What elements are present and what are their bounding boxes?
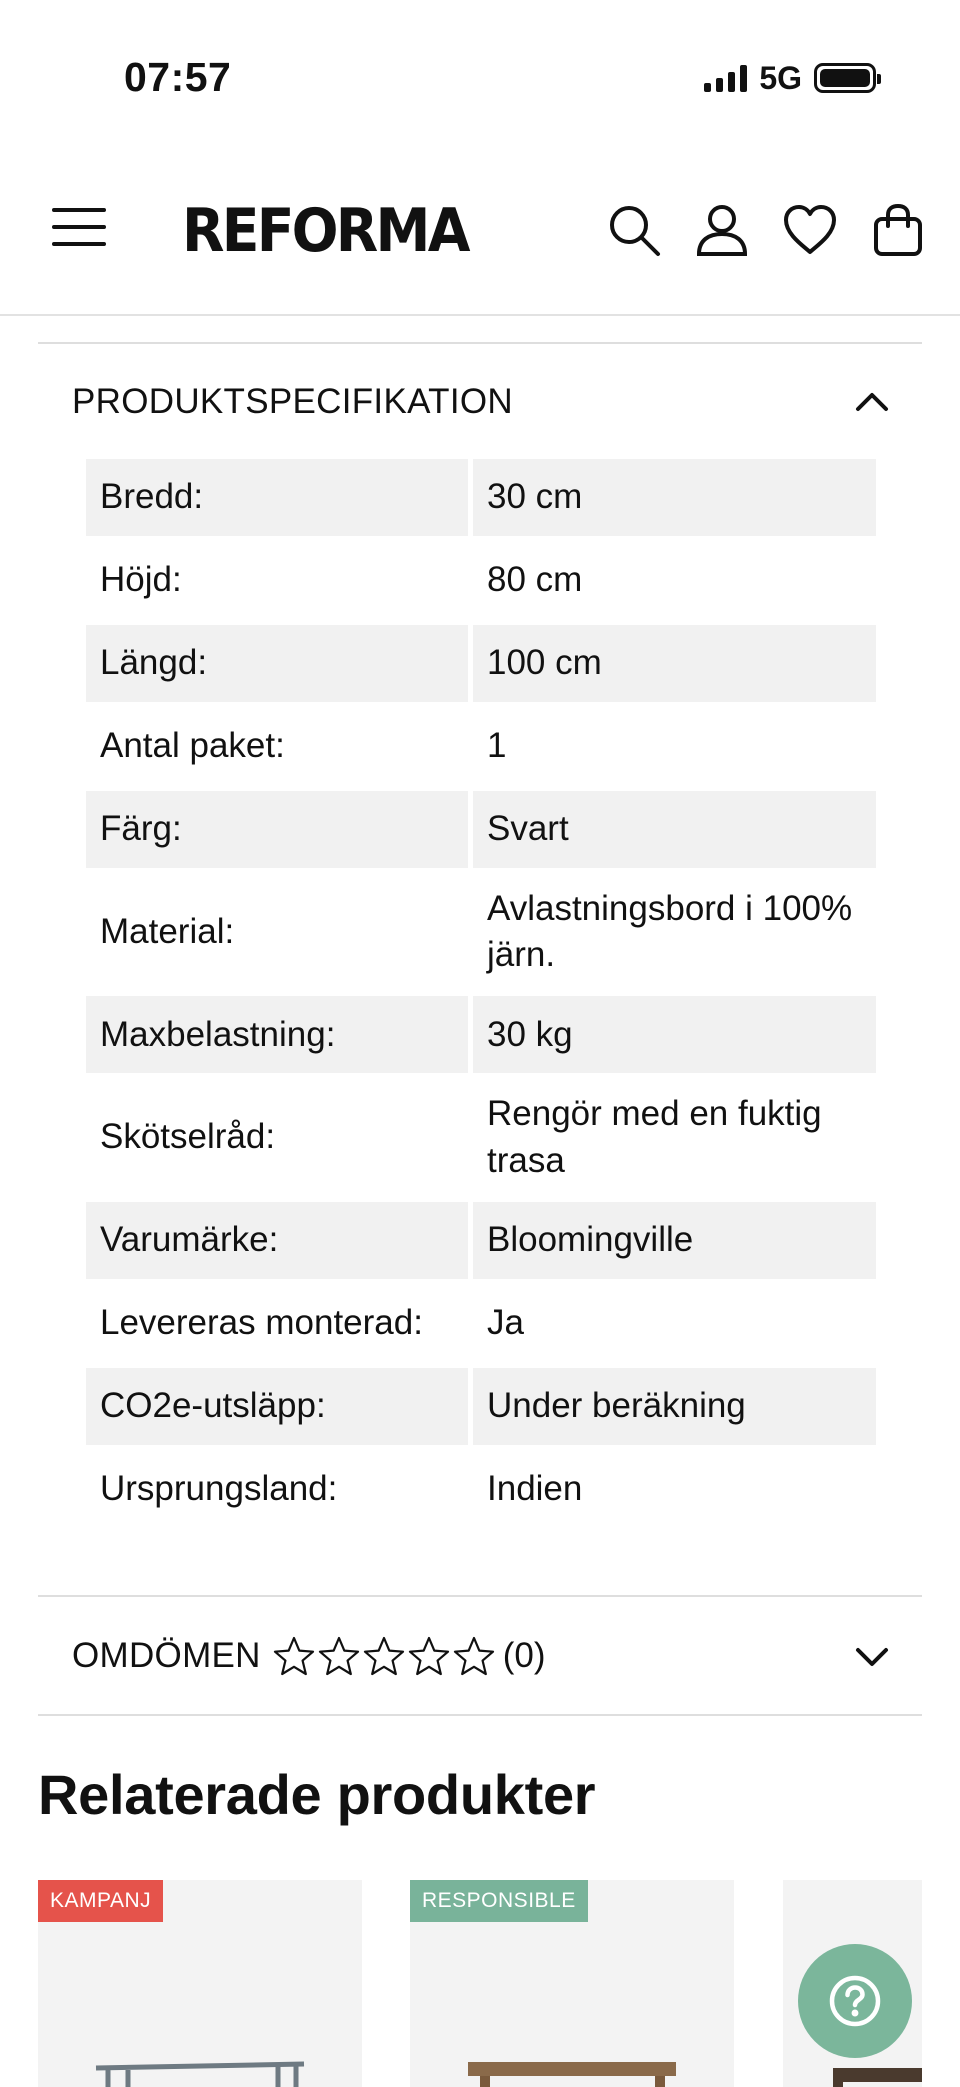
spec-label: CO2e-utsläpp: xyxy=(86,1368,468,1445)
spec-label: Färg: xyxy=(86,791,468,868)
spec-label: Bredd: xyxy=(86,459,468,536)
signal-icon xyxy=(704,64,747,92)
spec-label: Material: xyxy=(100,912,235,952)
spec-value: 30 cm xyxy=(473,459,876,536)
table-row xyxy=(86,1285,876,1362)
reviews-accordion xyxy=(38,1595,922,1716)
spec-title: PRODUKTSPECIFIKATION xyxy=(72,381,513,421)
star-icon xyxy=(363,1635,405,1677)
star-icon xyxy=(453,1635,495,1677)
bag-icon[interactable] xyxy=(870,200,926,260)
spec-value: Ja xyxy=(487,1303,524,1343)
spec-value: 80 cm xyxy=(487,560,583,600)
spec-value: Avlastningsbord i 100% järn. xyxy=(487,889,853,975)
table-row xyxy=(86,625,876,702)
header-actions xyxy=(606,200,926,260)
spec-value: 1 xyxy=(487,726,507,766)
spec-value: Under beräkning xyxy=(473,1368,876,1445)
spec-value: 30 kg xyxy=(473,996,876,1073)
table-row xyxy=(86,874,876,990)
star-icon xyxy=(273,1635,315,1677)
table-row xyxy=(86,1202,876,1279)
spec-value: Svart xyxy=(473,791,876,868)
table-row xyxy=(86,1451,876,1528)
related-products-title: Relaterade produkter xyxy=(38,1763,596,1826)
table-row xyxy=(86,708,876,785)
spec-label: Maxbelastning: xyxy=(86,996,468,1073)
status-time: 07:57 xyxy=(124,54,232,100)
product-card[interactable] xyxy=(38,1880,362,2087)
status-indicators xyxy=(704,58,876,98)
spec-value: Indien xyxy=(487,1469,583,1509)
table-row xyxy=(86,791,876,868)
spec-label: Höjd: xyxy=(100,560,182,600)
site-header xyxy=(0,150,960,316)
related-products-carousel[interactable] xyxy=(38,1880,922,2087)
network-label: 5G xyxy=(759,59,802,96)
spec-accordion xyxy=(38,342,922,1534)
spec-accordion-header[interactable] xyxy=(38,344,922,459)
account-icon[interactable] xyxy=(694,200,750,260)
help-button[interactable] xyxy=(798,1944,912,2058)
status-bar xyxy=(0,0,960,150)
reviews-accordion-header[interactable] xyxy=(38,1597,922,1714)
spec-label: Varumärke: xyxy=(86,1202,468,1279)
star-icon xyxy=(318,1635,360,1677)
spec-label: Längd: xyxy=(86,625,468,702)
table-row xyxy=(86,1079,876,1195)
table-row xyxy=(86,542,876,619)
help-icon xyxy=(828,1974,882,2028)
chevron-up-icon[interactable] xyxy=(852,382,892,422)
battery-icon xyxy=(814,63,876,93)
heart-icon[interactable] xyxy=(782,200,838,260)
star-rating xyxy=(273,1635,495,1677)
review-count: (0) xyxy=(502,1635,546,1675)
spec-label: Ursprungsland: xyxy=(100,1469,338,1509)
spec-value: 100 cm xyxy=(473,625,876,702)
search-icon[interactable] xyxy=(606,200,662,260)
responsible-badge: RESPONSIBLE xyxy=(410,1880,588,1922)
table-row xyxy=(86,459,876,536)
product-card[interactable] xyxy=(410,1880,734,2087)
spec-label: Antal paket: xyxy=(100,726,285,766)
campaign-badge: KAMPANJ xyxy=(38,1880,163,1922)
spec-label: Levereras monterad: xyxy=(100,1303,423,1343)
chevron-down-icon[interactable] xyxy=(852,1636,892,1676)
product-image xyxy=(38,2050,362,2087)
spec-value: Bloomingville xyxy=(473,1202,876,1279)
logo[interactable]: REFORMA xyxy=(182,196,468,266)
spec-label: Skötselråd: xyxy=(100,1117,276,1157)
reviews-title: OMDÖMEN xyxy=(72,1635,261,1675)
menu-icon[interactable] xyxy=(52,208,106,252)
table-row xyxy=(86,996,876,1073)
spec-value: Rengör med en fuktig trasa xyxy=(487,1094,822,1180)
table-row xyxy=(86,1368,876,1445)
product-image xyxy=(410,2050,734,2087)
star-icon xyxy=(408,1635,450,1677)
spec-table xyxy=(81,453,881,1534)
